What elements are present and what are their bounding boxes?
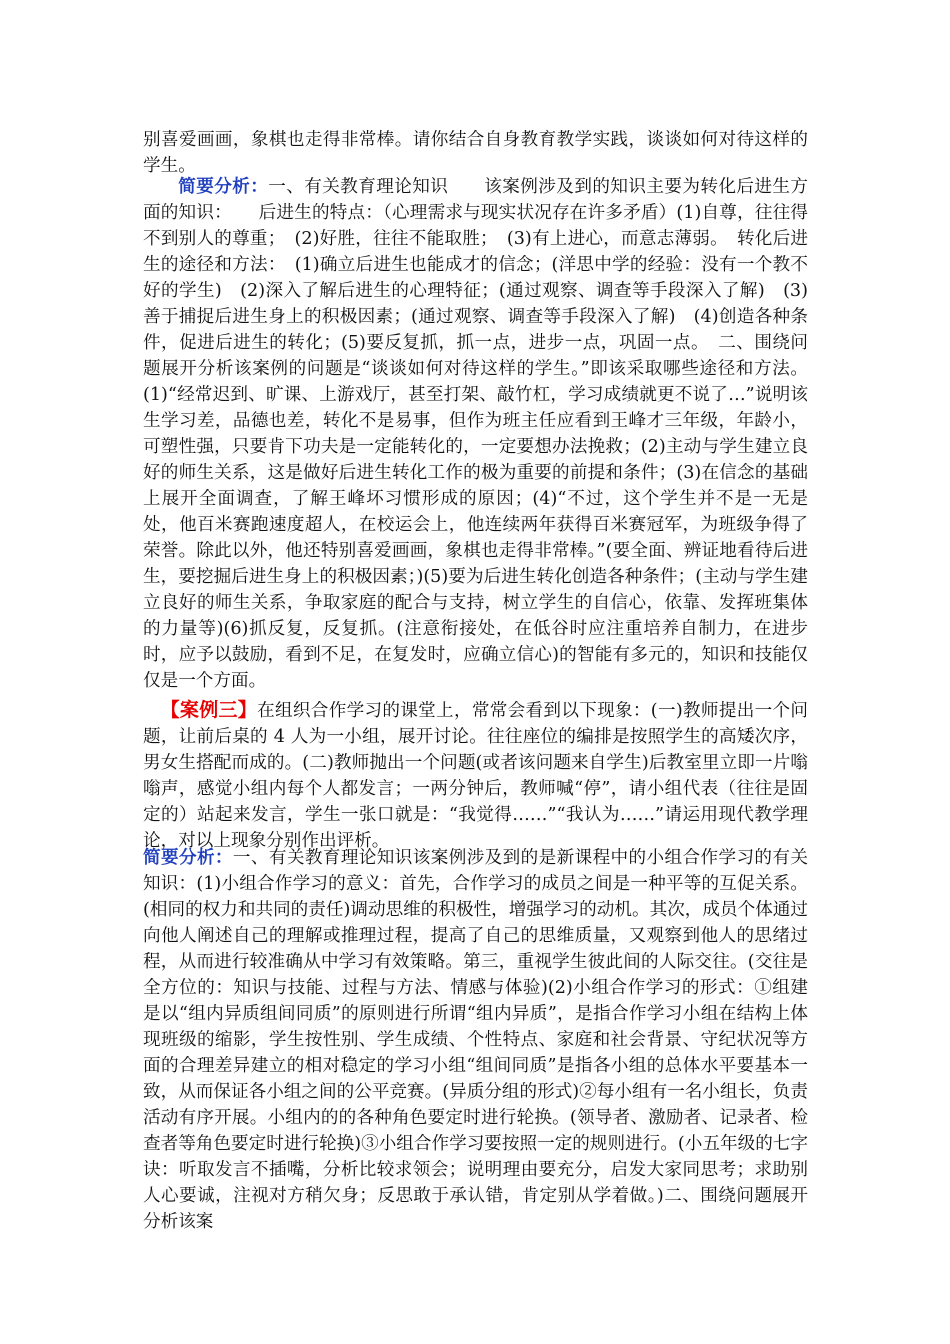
case-label: 【案例三】 xyxy=(160,699,258,721)
case-text: 在组织合作学习的课堂上，常常会看到以下现象：(一)教师提出一个问题，让前后桌的 4 人为一小组，展开讨论。往往座位的编排是按照学生的高矮次序，男女生搭配而成的。(二)教师抛出一个问题(或者该问题来自学生)后教室里立即一片嗡嗡声，感觉小组内每个人都发言；一两分钟后，教师喊“停”，请小组代表（往往是固定的）站起来发言，学生一张口就是：“我觉得‥‥‥”“我认为‥‥‥”请运用现代教学理论，对以上现象分别作出评析。 xyxy=(143,701,808,851)
continued-text: 别喜爱画画，象棋也走得非常棒。请你结合自身教育教学实践，谈谈如何对待这样的学生。 xyxy=(143,130,808,176)
analysis-section-2 xyxy=(143,845,808,1235)
analysis-section-1 xyxy=(143,174,808,694)
analysis-label: 简要分析： xyxy=(143,847,233,868)
continued-paragraph xyxy=(143,127,808,179)
analysis-label: 简要分析： xyxy=(178,176,269,197)
analysis-text: 一、有关教育理论知识该案例涉及到的是新课程中的小组合作学习的有关知识：(1)小组合作学习的意义：首先，合作学习的成员之间是一种平等的互促关系。(相同的权力和共同的责任)调动思维的积极性，增强学习的动机。其次，成员个体通过向他人阐述自己的理解或推理过程，提高了自己的思维质量，又观察到他人的思绪过程，从而进行较准确从中学习有效策略。第三，重视学生彼此间的人际交往。(交往是全方位的：知识与技能、过程与方法、情感与体验)(2)小组合作学习的形式：①组建是以“组内异质组间同质”的原则进行所谓“组内异质”，是指合作学习小组在结构上体现班级的缩影，学生按性别、学生成绩、个性特点、家庭和社会背景、守纪状况等方面的合理差异建立的相对稳定的学习小组“组间同质”是指各小组的总体水平要基本一致，从而保证各小组之间的公平竞赛。(异质分组的形式)②每小组有一名小组长，负责活动有序开展。小组内的的各种角色要定时进行轮换。(领导者、激励者、记录者、检查者等角色要定时进行轮换)③小组合作学习要按照一定的规则进行。(小五年级的七字诀：听取发言不插嘴，分析比较求领会；说明理由要充分，启发大家同思考；求助别人心要诚，注视对方稍欠身；反思敢于承认错，肯定别从学着做。)二、围绕问题展开分析该案 xyxy=(143,848,808,1232)
analysis-text: 一、有关教育理论知识 该案例涉及到的知识主要为转化后进生方面的知识： 后进生的特点：（心理需求与现实状况存在许多矛盾）(1)自尊，往往得不到别人的尊重； (2)好胜，往往不能取胜； (3)有上进心，而意志薄弱。 转化后进生的途径和方法： (1)确立后进生也能成才的信念；(洋思中学的经验：没有一个教不好的学生) (2)深入了解后进生的心理特征；(通过观察、调查等手段深入了解) (3)善于捕捉后进生身上的积极因素；(通过观察、调查等手段深入了解) (4)创造各种条件，促进后进生的转化；(5)要反复抓，抓一点，进步一点，巩固一点。 二、围绕问题展开分析该案例的问题是“谈谈如何对待这样的学生。”即该采取哪些途径和方法。(1)“经常迟到、旷课、上游戏厅，甚至打架、敲竹杠，学习成绩就更不说了…”说明该生学习差，品德也差，转化不是易事，但作为班主任应看到王峰才三年级，年龄小，可塑性强，只要肯下功夫是一定能转化的，一定要想办法挽救；(2)主动与学生建立良好的师生关系，这是做好后进生转化工作的极为重要的前提和条件；(3)在信念的基础上展开全面调查，了解王峰坏习惯形成的原因；(4)“不过，这个学生并不是一无是处，他百米赛跑速度超人，在校运会上，他连续两年获得百米赛冠军，为班级争得了荣誉。除此以外，他还特别喜爱画画，象棋也走得非常棒。”(要全面、辨证地看待后进生，要挖掘后进生身上的积极因素；)(5)要为后进生转化创造各种条件；(主动与学生建立良好的师生关系，争取家庭的配合与支持，树立学生的自信心，依靠、发挥班集体的力量等)(6)抓反复，反复抓。(注意衔接处，在低谷时应注重培养自制力，在进步时，应予以鼓励，看到不足，在复发时，应确立信心)的智能有多元的，知识和技能仅仅是一个方面。 xyxy=(143,177,808,691)
case-three-section xyxy=(143,697,808,854)
